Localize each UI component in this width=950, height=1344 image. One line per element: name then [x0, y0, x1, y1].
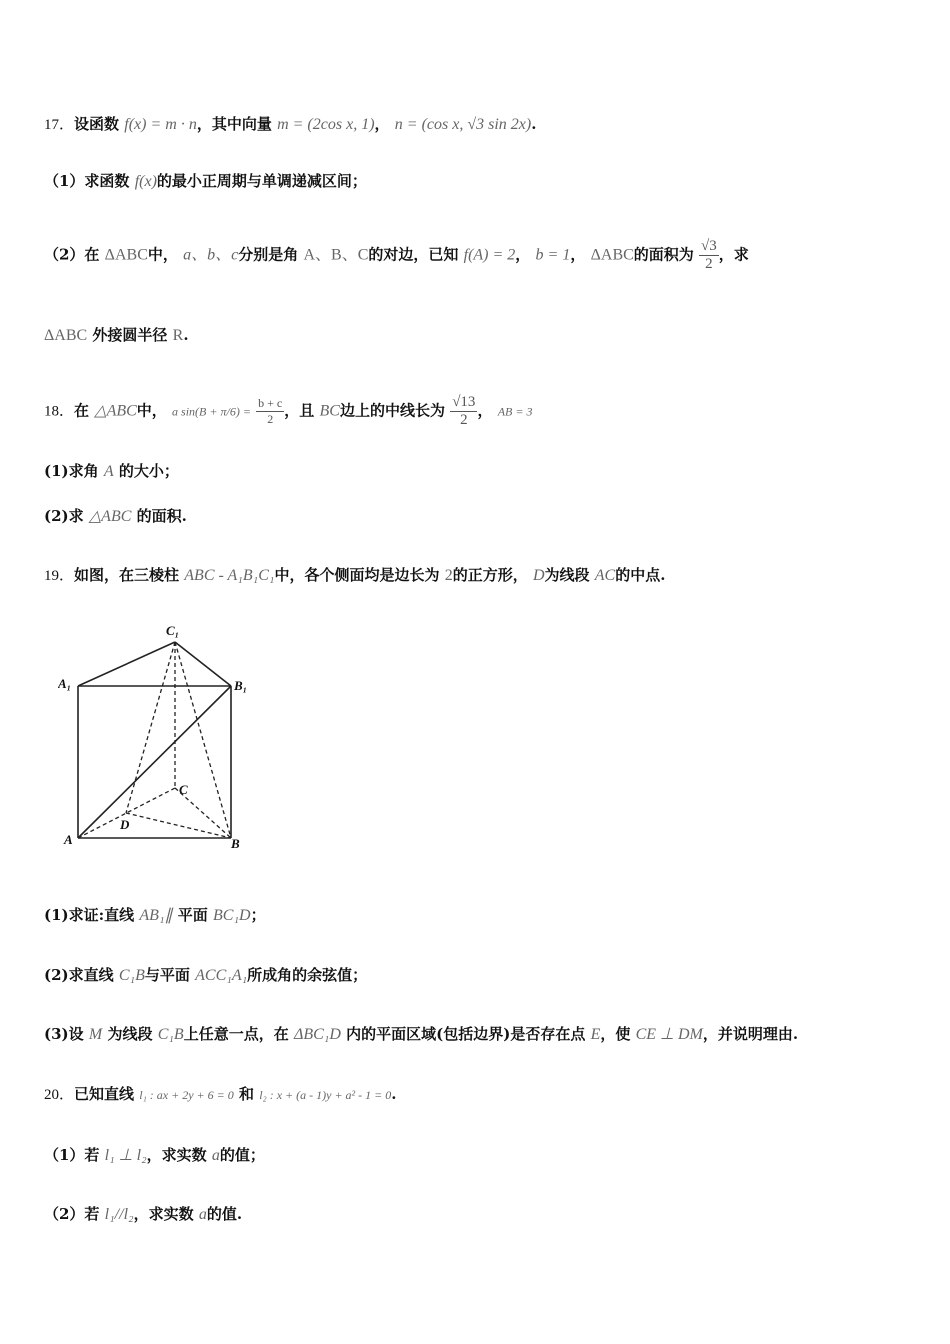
q17-part2-cont: ΔABC 外接圆半径 R.: [44, 326, 189, 344]
q20-part2: （2）若 l₁//l₂，求实数 a的值.: [44, 1205, 243, 1223]
q19-number: 19．: [44, 568, 75, 584]
q19-part2: (2)求直线 C₁B与平面 ACC₁A₁所成角的余弦值；: [44, 966, 368, 984]
edge-a1-c1: [78, 642, 175, 686]
label-c1: C₁: [166, 623, 180, 638]
q17-number: 17．: [44, 117, 75, 133]
q17-area-fraction: $\frac{√3}{2}$: [701, 238, 717, 272]
label-a: A: [64, 832, 73, 847]
q18-equation: a sin(B + π/6) =: [172, 404, 251, 419]
q18-median-fraction: $\frac{√13}{2}$: [452, 394, 476, 428]
edge-c1-b: [175, 642, 231, 838]
q20-number: 20．: [44, 1087, 75, 1103]
q17-part2: （2）在 ΔABC中， a、b、c分别是角 A、B、C的对边，已知 f(A) = 2， b = 1， ΔABC的面积为 $\frac{√3}{2}$ ，求: [44, 238, 749, 272]
q18-stem: 18．在 △ABC中， a sin(B + π/6) = $\frac{b + c}{2}$ ，且 BC边上的中线长为 $\frac{√13}{2}$ ， AB = 3: [44, 394, 533, 428]
label-b1: B₁: [234, 678, 248, 693]
q17-f-expr: f(x) = m · n: [124, 116, 197, 133]
label-d: D: [120, 817, 130, 832]
q20-stem: 20．已知直线 l₁ : ax + 2y + 6 = 0 和 l₂ : x + (a - 1)y + a² - 1 = 0.: [44, 1085, 397, 1103]
prism-figure: [58, 618, 253, 853]
q17-m-vector: m = (2cos x, 1): [277, 116, 375, 133]
label-c: C: [179, 782, 188, 797]
q17-n-vector: n = (cos x, √3 sin 2x): [394, 116, 532, 133]
q18-part2: (2)求 △ABC 的面积.: [44, 507, 187, 525]
edge-c1-b1: [175, 642, 231, 686]
q19-stem: 19．如图，在三棱柱 ABC - A₁B₁C₁中，各个侧面均是边长为 2的正方形， D为线段 AC的中点.: [44, 566, 666, 584]
label-b: B: [231, 836, 240, 851]
edge-a-b1: [78, 686, 231, 838]
q19-part1: (1)求证:直线 AB₁∥ 平面 BC₁D；: [44, 906, 266, 924]
q17-stem: 17．设函数 f(x) = m · n，其中向量 m = (2cos x, 1)， n = (cos x, √3 sin 2x).: [44, 115, 537, 133]
q18-part1: (1)求角 A 的大小；: [44, 462, 179, 480]
edge-c1-d: [126, 642, 175, 813]
edge-d-b: [126, 813, 231, 838]
label-a1: A₁: [58, 676, 72, 691]
q20-part1: （1）若 l₁ ⊥ l₂，求实数 a的值；: [44, 1146, 265, 1164]
q17-part1: （1）求函数 f(x)的最小正周期与单调递减区间；: [44, 172, 367, 190]
q19-part3: (3)设 M 为线段 C₁B上任意一点，在 ΔBC₁D 内的平面区域(包括边界)是否存在点 E，使 CE ⊥ DM，并说明理由.: [44, 1025, 799, 1043]
q18-number: 18．: [44, 403, 75, 420]
